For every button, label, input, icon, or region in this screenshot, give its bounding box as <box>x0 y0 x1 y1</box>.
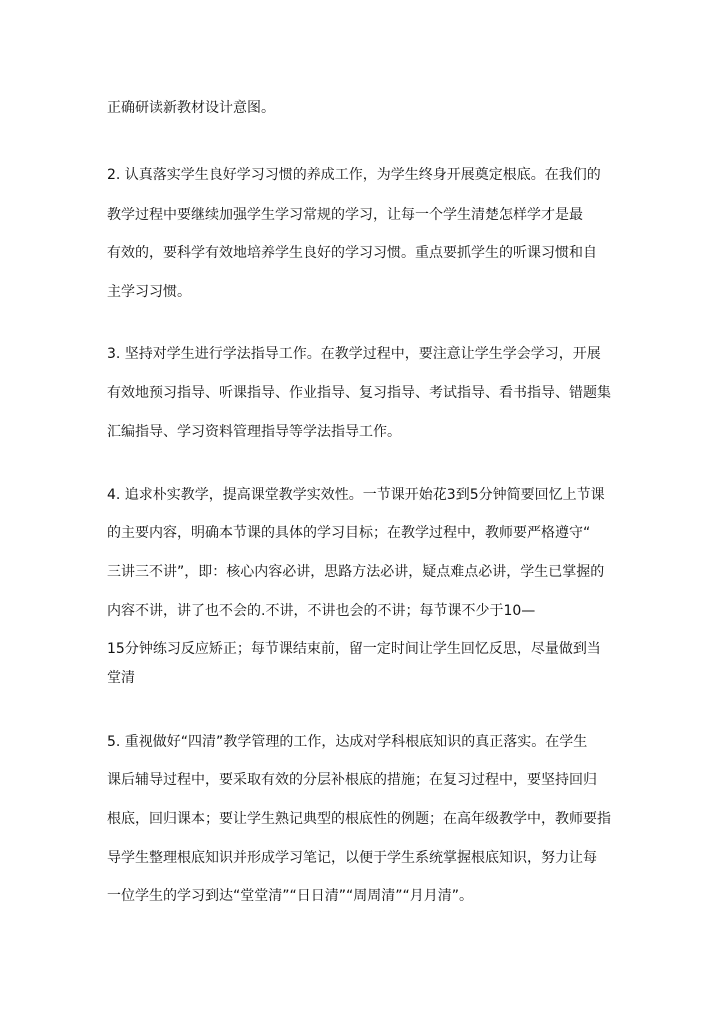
text-line-1: 正确研读新教材设计意图。 <box>107 100 275 116</box>
text-line-14: 堂清 <box>107 670 135 686</box>
text-line-12: 内容不讲，讲了也不会的.不讲，不讲也会的不讲；每节课不少于10— <box>107 603 536 619</box>
text-line-7: 有效地预习指导、听课指导、作业指导、复习指导、考试指导、看书指导、错题集 <box>107 385 611 401</box>
text-line-4: 有效的，要科学有效地培养学生良好的学习习惯。重点要抓学生的听课习惯和自 <box>107 245 597 261</box>
text-line-3: 教学过程中要继续加强学生学习常规的学习，让每一个学生清楚怎样学才是最 <box>107 207 583 223</box>
text-line-15: 5. 重视做好“四清”教学管理的工作，达成对学科根底知识的真正落实。在学生 <box>107 734 588 750</box>
text-line-18: 导学生整理根底知识并形成学习笔记，以便于学生系统掌握根底知识，努力让每 <box>107 850 597 866</box>
text-line-13: 15分钟练习反应矫正；每节课结束前，留一定时间让学生回忆反思，尽量做到当 <box>107 641 601 657</box>
text-line-11: 三讲三不讲”，即：核心内容必讲，思路方法必讲，疑点难点必讲，学生已掌握的 <box>107 564 605 580</box>
text-line-10: 的主要内容，明确本节课的具体的学习目标；在教学过程中，教师要严格遵守“ <box>107 525 591 541</box>
text-line-2: 2. 认真落实学生良好学习习惯的养成工作，为学生终身开展奠定根底。在我们的 <box>107 167 601 183</box>
text-line-9: 4. 追求朴实教学，提高课堂教学实效性。一节课开始花3到5分钟简要回忆上节课 <box>107 487 605 503</box>
text-line-19: 一位学生的学习到达“堂堂清”“日日清”“周周清”“月月清”。 <box>107 888 474 904</box>
text-line-5: 主学习习惯。 <box>107 284 191 300</box>
text-line-17: 根底，回归课本；要让学生熟记典型的根底性的例题；在高年级教学中，教师要指 <box>107 811 611 827</box>
text-line-6: 3. 坚持对学生进行学法指导工作。在教学过程中，要注意让学生学会学习，开展 <box>107 346 601 362</box>
text-line-8: 汇编指导、学习资料管理指导等学法指导工作。 <box>107 424 401 440</box>
text-line-16: 课后辅导过程中，要采取有效的分层补根底的措施；在复习过程中，要坚持回归 <box>107 772 597 788</box>
